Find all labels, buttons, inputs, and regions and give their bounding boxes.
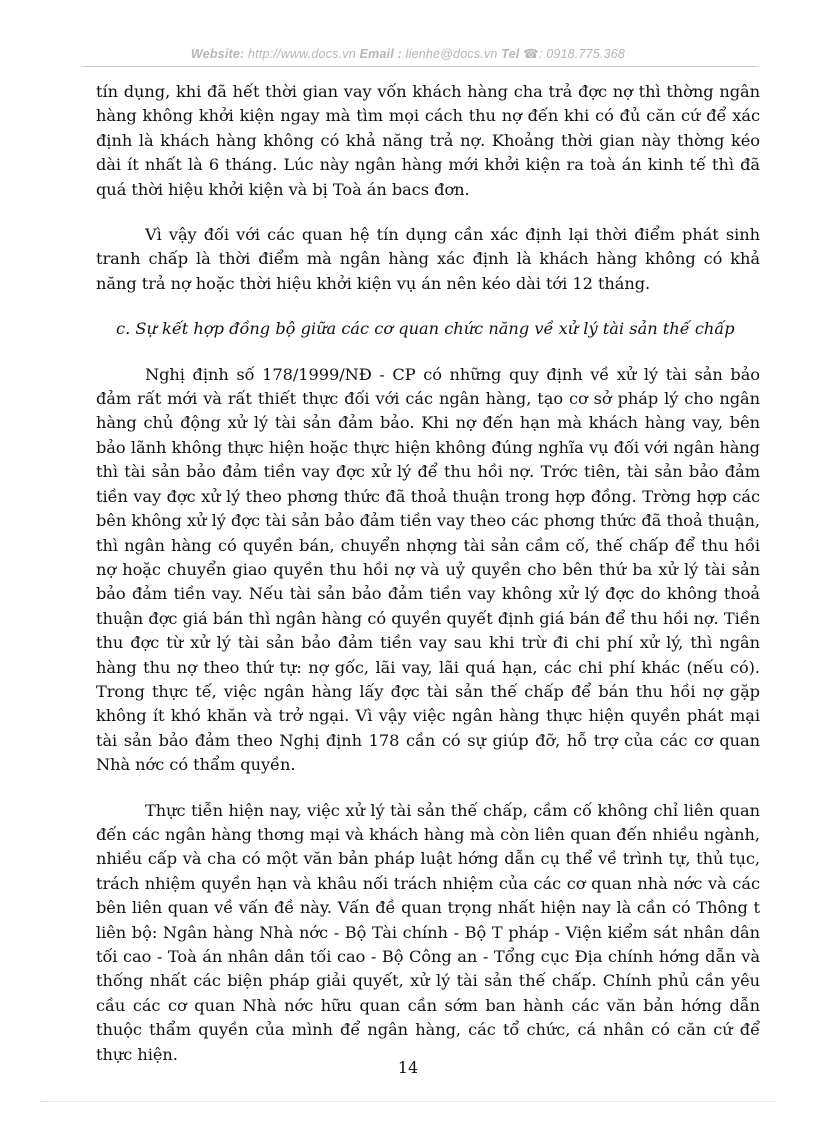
paragraph-3: Nghị định số 178/1999/NĐ - CP có những quy định về xử lý tài sản bảo đảm rất mới và rất thiết thực đối với các ngân hàng, tạo cơ sở pháp lý cho ngân hàng chủ động xử lý tài sản đảm bảo. Khi nợ đến hạn mà khách hàng vay, bên bảo lãnh không thực hiện hoặc thực hiện không đúng nghĩa vụ đối với ngân hàng thì tài sản bảo đảm tiền vay đợc xử lý để thu hồi nợ. Trớc tiên, tài sản bảo đảm tiền vay đợc xử lý theo phơng thức đã thoả thuận trong hợp đồng. Trờng hợp các bên không xử lý đợc tài sản bảo đảm tiền vay theo các phơng thức đã thoả thuận, thì ngân hàng có quyền bán, chuyển nhợng tài sản cầm cố, thế chấp để thu hồi nợ hoặc chuyển giao quyền thu hồi nợ và uỷ quyền cho bên thứ ba xử lý tài sản bảo đảm tiền vay. Nếu tài sản bảo đảm tiền vay không xử lý đợc do không thoả thuận đợc giá bán thì ngân hàng có quyền quyết định giá bán để thu hồi nợ. Tiền thu đợc từ xử lý tài sản bảo đảm tiền vay sau khi trừ đi chi phí xử lý, thì ngân hàng thu nợ theo thứ tự: nợ gốc, lãi vay, lãi quá hạn, các chi phí khác (nếu có). Trong thực tế, việc ngân hàng lấy đợc tài sản thế chấp để bán thu hồi nợ gặp không ít khó khăn và trở ngại. Vì vậy việc ngân hàng thực hiện quyền phát mại tài sản bảo đảm theo Nghị định 178 cần có sự giúp đỡ, hỗ trợ của các cơ quan Nhà nớc có thẩm quyền. [96,364,760,775]
document-body [96,80,760,1067]
section-heading-c: c. Sự kết hợp đồng bộ giữa các cơ quan chức năng về xử lý tài sản thế chấp [116,319,735,339]
email-value[interactable]: lienhe@docs.vn [401,47,502,61]
tel-value: ☎: 0918.775.368 [519,47,626,61]
page-number: 14 [397,1058,419,1077]
paragraph-4: Thực tiễn hiện nay, việc xử lý tài sản thế chấp, cầm cố không chỉ liên quan đến các ngân hàng thơng mại và khách hàng mà còn liên quan đến nhiều ngành, nhiều cấp và cha có một văn bản pháp luật hớng dẫn cụ thể về trình tự, thủ tục, trách nhiệm quyền hạn và khâu nối trách nhiệm của các cơ quan nhà nớc và các bên liên quan về vấn đề này. Vấn đề quan trọng nhất hiện nay là cần có Thông t liên bộ: Ngân hàng Nhà nớc - Bộ Tài chính - Bộ T pháp - Viện kiểm sát nhân dân tối cao - Toà án nhân dân tối cao - Bộ Công an - Tổng cục Địa chính hớng dẫn và thống nhất các biện pháp giải quyết, xử lý tài sản thế chấp. Chính phủ cần yêu cầu các cơ quan Nhà nớc hữu quan cần sớm ban hành các văn bản hớng dẫn thuộc thẩm quyền của mình để ngân hàng, các tổ chức, cá nhân có căn cứ để thực hiện. [96,800,760,1064]
tel-label: Tel [501,47,520,61]
page-header [0,46,816,61]
website-url[interactable]: http://www.docs.vn [244,47,360,61]
paragraph-1: tín dụng, khi đã hết thời gian vay vốn khách hàng cha trả đợc nợ thì thờng ngân hàng không khởi kiện ngay mà tìm mọi cách thu nợ đến khi có đủ căn cứ để xác định là khách hàng không có khả năng trả nợ. Khoảng thời gian này thờng kéo dài ít nhất là 6 tháng. Lúc này ngân hàng mới khởi kiện ra toà án kinh tế thì đã quá thời hiệu khởi kiện và bị Toà án bacs đơn. [96,82,760,199]
email-label: Email : [359,47,402,61]
website-label: Website: [190,47,245,61]
footer-divider [40,1101,776,1102]
paragraph-2: Vì vậy đối với các quan hệ tín dụng cần xác định lại thời điểm phát sinh tranh chấp là thời điểm mà ngân hàng xác định là khách hàng không có khả năng trả nợ hoặc thời hiệu khởi kiện vụ án nên kéo dài tới 12 tháng. [96,225,760,293]
header-divider [82,66,758,67]
